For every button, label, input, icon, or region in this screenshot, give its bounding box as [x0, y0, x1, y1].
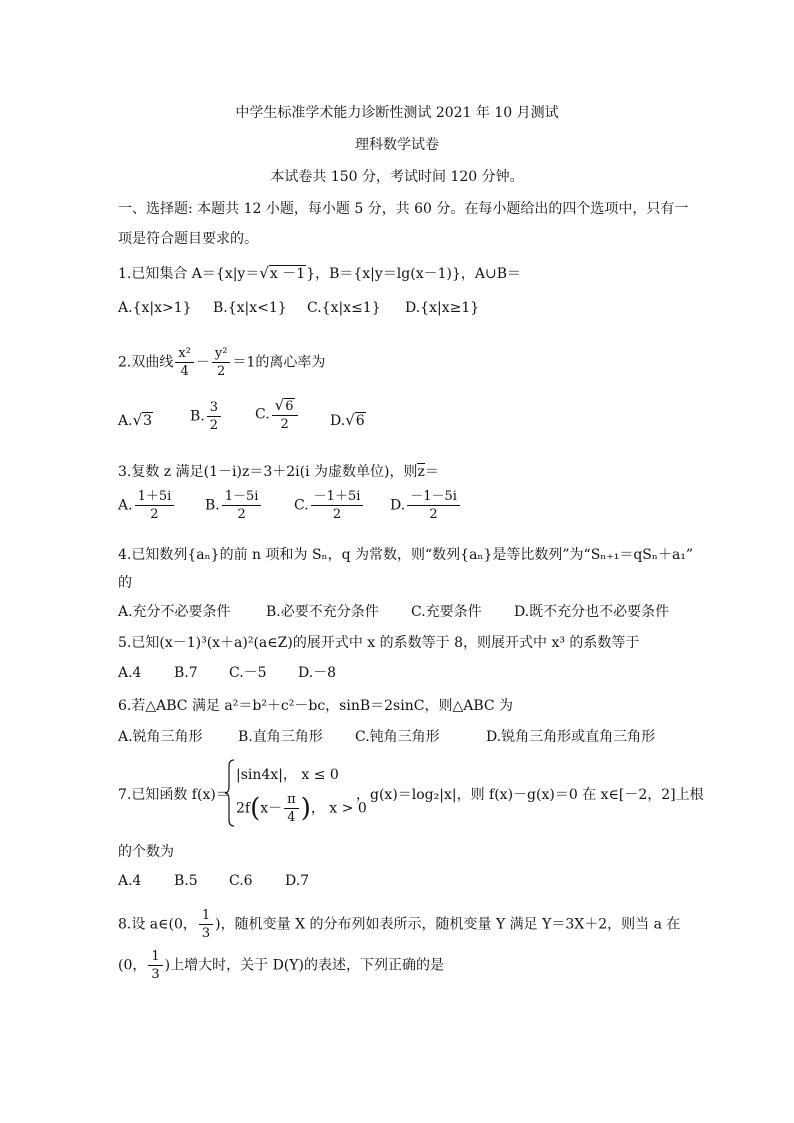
- q1-radicand: x －1: [269, 266, 306, 282]
- question-2: [118, 347, 325, 378]
- q1-option-d: D.{x|x≥1}: [405, 300, 480, 316]
- q4-option-d: D.既不充分也不必要条件: [514, 604, 670, 620]
- question-3: 3.复数 z 满足(1－i)z＝3＋2i(i 为虚数单位)，则z＝: [118, 464, 439, 480]
- question-5: 5.已知(x－1)³(x＋a)²(a∈Z)的展开式中 x 的系数等于 8，则展开式中 x³ 的系数等于: [118, 635, 640, 651]
- q6-option-d: D.锐角三角形或直角三角形: [486, 729, 656, 745]
- question-4-cont: 的: [118, 575, 132, 591]
- fraction: $\frac{\text{x²}}{4}$: [175, 347, 194, 378]
- q3-prefix: 3.复数 z 满足(1－i)z＝3＋2i(i 为虚数单位)，则: [118, 464, 418, 480]
- exam-info: 本试卷共 150 分，考试时间 120 分钟。: [270, 169, 524, 185]
- q5-option-c: C.－5: [229, 665, 267, 681]
- question-7-cont: 的个数为: [118, 844, 174, 860]
- piecewise-function: [224, 758, 367, 828]
- question-1: [118, 263, 521, 284]
- q2-option-a: A.√3: [118, 411, 153, 429]
- q2-option-b: B. $\frac{3}{2}$: [190, 401, 223, 432]
- q1-prefix: 1.已知集合 A＝{x|y＝: [118, 266, 260, 282]
- q4-option-a: A.充分不必要条件: [118, 604, 231, 620]
- q4-option-c: C.充要条件: [411, 604, 482, 620]
- q3-option-b: B. $\frac{1-5i}{2}$: [205, 490, 263, 521]
- q6-option-a: A.锐角三角形: [118, 729, 203, 745]
- question-7-suffix: ，g(x)＝log₂|x|，则 f(x)－g(x)＝0 在 x∈[－2，2]上根: [356, 787, 704, 803]
- exam-subtitle: 理科数学试卷: [355, 137, 439, 153]
- q1-option-a: A.{x|x>1}: [118, 300, 192, 316]
- q2-suffix: ＝1的离心率为: [232, 354, 326, 371]
- question-4: 4.已知数列{aₙ}的前 n 项和为 Sₙ，q 为常数，则“数列{aₙ}是等比数列”为“Sₙ₊₁＝qSₙ＋a₁”: [118, 547, 694, 563]
- q2-prefix: 2.双曲线: [118, 354, 174, 371]
- q7-option-c: C.6: [229, 873, 253, 889]
- question-6: 6.若△ABC 满足 a²＝b²＋c²－bc，sinB＝2sinC，则△ABC 为: [118, 698, 514, 714]
- piecewise-case-1: |sin4x|， x ≤ 0: [236, 767, 339, 783]
- q2-option-c: C. $\frac{√6}{2}$: [255, 398, 300, 431]
- section-intro-line2: 项是符合题目要求的。: [118, 231, 258, 247]
- q7-option-b: B.5: [174, 873, 198, 889]
- piecewise-case-2: 2f(x－ $\frac{\pi}{4}$ )， x > 0: [236, 792, 367, 825]
- fraction: $\frac{\text{y²}}{2}$: [212, 347, 231, 378]
- exam-title: 中学生标准学术能力诊断性测试 2021 年 10 月测试: [235, 105, 559, 121]
- question-8-cont: (0， $\frac{1}{3}$ )上增大时，关于 D(Y)的表述，下列正确的是: [118, 949, 444, 982]
- q5-option-a: A.4: [118, 665, 142, 681]
- q5-option-b: B.7: [174, 665, 198, 681]
- q1-suffix: }，B＝{x|y＝lg(x－1)}，A∪B＝: [306, 266, 522, 282]
- minus-sign: －: [195, 354, 210, 371]
- sqrt-expression: √x －1: [259, 264, 306, 282]
- question-7-prefix: 7.已知函数 f(x)＝: [118, 787, 230, 803]
- q6-option-b: B.直角三角形: [238, 729, 323, 745]
- brace-icon: [224, 758, 236, 828]
- q4-option-b: B.必要不充分条件: [266, 604, 379, 620]
- z-conjugate: z: [417, 464, 425, 480]
- section-intro-line1: 一、选择题: 本题共 12 小题，每小题 5 分，共 60 分。在每小题给出的四个选项中，只有一: [118, 201, 689, 217]
- question-8: 8.设 a∈(0， $\frac{1}{3}$ )，随机变量 X 的分布列如表所示，随机变量 Y 满足 Y＝3X＋2，则当 a 在: [118, 908, 681, 941]
- q3-option-a: A. $\frac{1+5i}{2}$: [118, 490, 176, 521]
- q5-option-d: D.－8: [298, 665, 337, 681]
- q3-option-d: D. $\frac{-1-5i}{2}$: [390, 490, 462, 521]
- q7-option-d: D.7: [285, 873, 310, 889]
- q7-option-a: A.4: [118, 873, 142, 889]
- q1-option-c: C.{x|x≤1}: [307, 300, 381, 316]
- q6-option-c: C.钝角三角形: [355, 729, 440, 745]
- q2-option-d: D.√6: [330, 411, 365, 429]
- q3-option-c: C. $\frac{-1+5i}{2}$: [294, 490, 365, 521]
- q1-option-b: B.{x|x<1}: [213, 300, 287, 316]
